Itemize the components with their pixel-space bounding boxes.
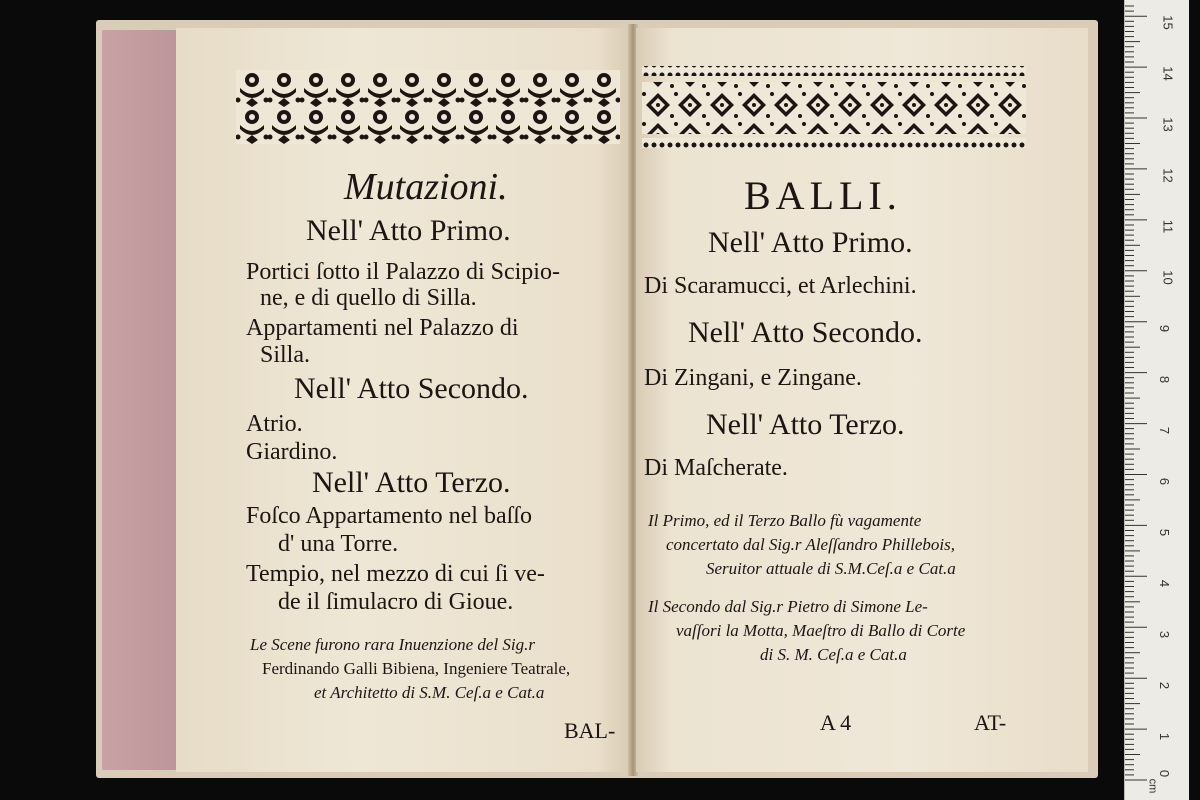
ruler-number-6: 6: [1157, 477, 1173, 486]
left-page-title: Mutazioni.: [344, 166, 508, 208]
right-note2-line2: vaſſori la Motta, Maeſtro di Ballo di Corte: [676, 621, 966, 640]
right-act1-heading: Nell' Atto Primo.: [708, 226, 913, 259]
ruler-number-11: 11: [1160, 219, 1176, 234]
left-act3-line4: de il ſimulacro di Gioue.: [278, 589, 514, 615]
right-act3-line: Di Maſcherate.: [644, 455, 788, 481]
ruler-number-1: 1: [1157, 732, 1173, 741]
right-act1-line: Di Scaramucci, et Arlechini.: [644, 273, 917, 299]
ruler-unit-label: cm: [1146, 778, 1159, 794]
left-headpiece-ornament: [236, 70, 620, 144]
ruler-number-8: 8: [1157, 375, 1173, 384]
right-note2-line1: Il Secondo dal Sig.r Pietro di Simone Le-: [648, 597, 928, 616]
left-act1-heading: Nell' Atto Primo.: [306, 214, 511, 247]
right-page-title: BALLI.: [744, 173, 902, 218]
ruler-number-14: 14: [1160, 66, 1176, 81]
ruler-number-12: 12: [1160, 168, 1176, 183]
ruler-number-13: 13: [1160, 117, 1176, 132]
left-act1-line3: Appartamenti nel Palazzo di: [246, 315, 519, 341]
right-note1-line1: Il Primo, ed il Terzo Ballo fù vagamente: [648, 511, 922, 530]
right-page: [636, 28, 1088, 772]
left-act3-heading: Nell' Atto Terzo.: [312, 466, 511, 499]
left-page: [176, 28, 632, 772]
ruler-number-2: 2: [1157, 681, 1173, 690]
left-act2-line1: Atrio.: [246, 411, 303, 437]
right-note1-line3: Seruitor attuale di S.M.Ceſ.a e Cat.a: [706, 559, 956, 578]
left-act3-line2: d' una Torre.: [278, 531, 399, 557]
right-act2-line: Di Zingani, e Zingane.: [644, 365, 862, 391]
ruler-number-4: 4: [1157, 579, 1173, 588]
ruler-number-3: 3: [1157, 630, 1173, 639]
ruler-number-10: 10: [1160, 270, 1176, 285]
left-catchword: BAL-: [564, 718, 616, 743]
right-note1-line2: concertato dal Sig.r Aleſſandro Phillebois,: [666, 535, 955, 554]
right-act3-heading: Nell' Atto Terzo.: [706, 408, 905, 441]
left-note-line2: Ferdinando Galli Bibiena, Ingeniere Teatrale,: [262, 659, 571, 678]
left-act3-line1: Foſco Appartamento nel baſſo: [246, 503, 532, 529]
left-note-line3: et Architetto di S.M. Ceſ.a e Cat.a: [314, 683, 545, 702]
right-act2-heading: Nell' Atto Secondo.: [688, 316, 923, 349]
left-act1-line4: Silla.: [260, 342, 311, 368]
ruler-number-7: 7: [1157, 426, 1173, 435]
right-headpiece-ornament: [642, 60, 1026, 134]
ruler-number-0: 0: [1157, 769, 1173, 778]
left-act2-line2: Giardino.: [246, 439, 338, 465]
right-note2-line3: di S. M. Ceſ.a e Cat.a: [760, 645, 907, 664]
right-signature-mark: A 4: [820, 710, 852, 735]
left-act1-line1: Portici ſotto il Palazzo di Scipio-: [246, 259, 560, 285]
ruler-ticks: [1125, 0, 1189, 800]
left-act3-line3: Tempio, nel mezzo di cui ſi ve-: [246, 561, 545, 587]
ruler-number-9: 9: [1157, 324, 1173, 333]
left-note-line1: Le Scene furono rara Inuenzione del Sig.r: [250, 635, 536, 654]
right-catchword: AT-: [974, 710, 1007, 735]
left-act1-line2: ne, e di quello di Silla.: [260, 285, 477, 311]
ruler-number-5: 5: [1157, 528, 1173, 537]
ruler-number-15: 15: [1160, 15, 1176, 30]
left-act2-heading: Nell' Atto Secondo.: [294, 372, 529, 405]
measurement-ruler: [1124, 0, 1189, 800]
